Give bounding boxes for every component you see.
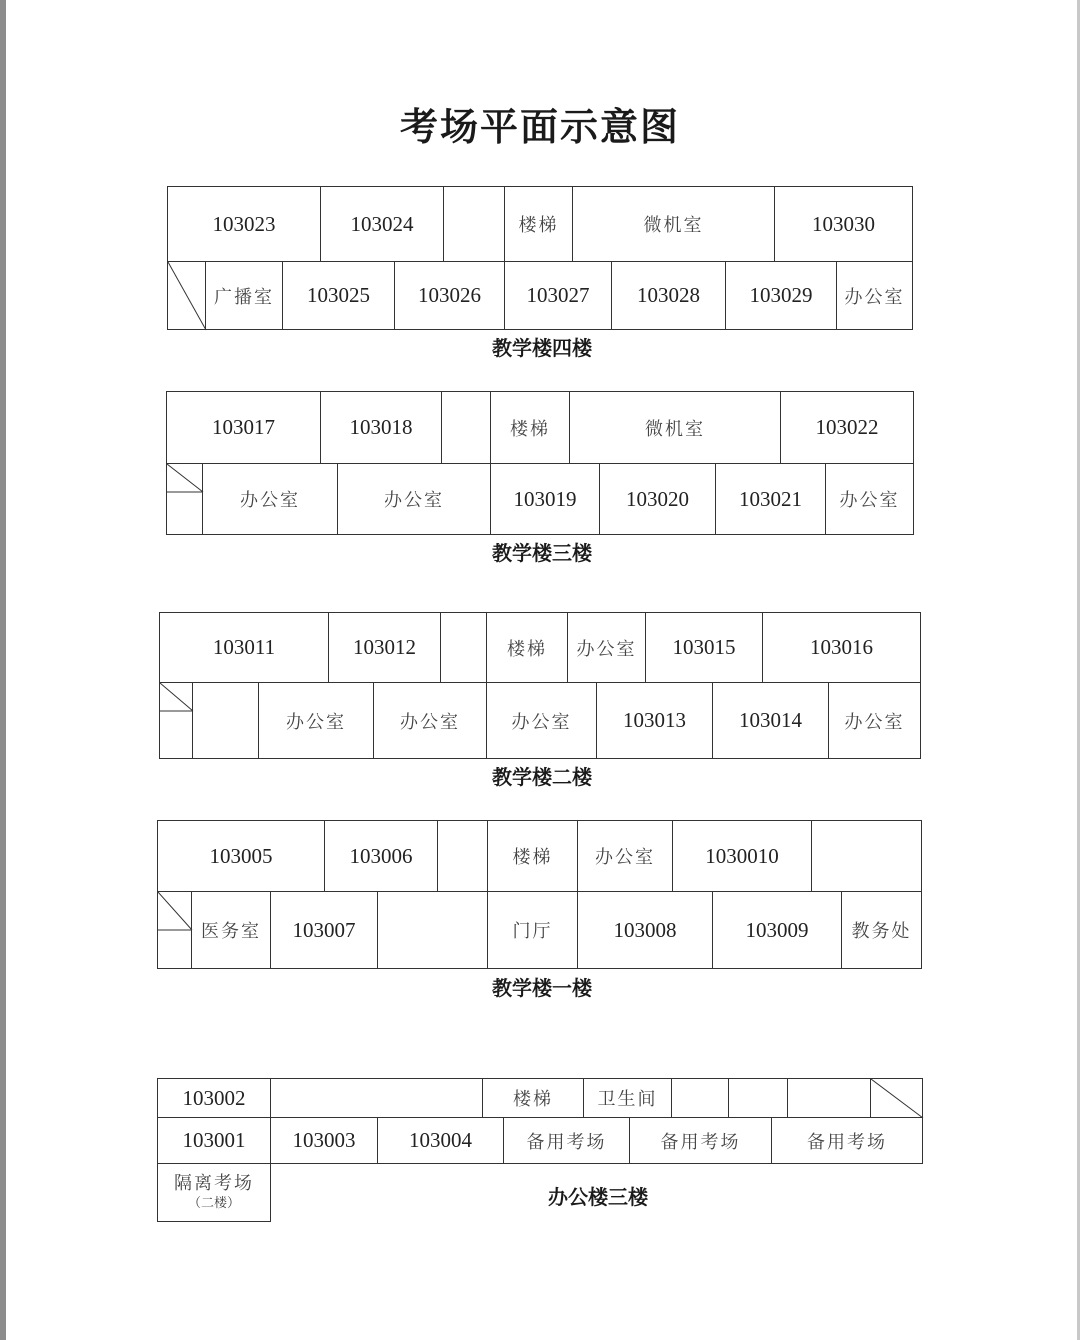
room-cell: 103005 xyxy=(157,820,325,892)
room-cell: 微机室 xyxy=(569,391,781,464)
room-cell: 103030 xyxy=(774,186,913,262)
room-cell: 办公室 xyxy=(577,820,673,892)
room-cell: 备用考场 xyxy=(771,1117,923,1164)
diagonal-line xyxy=(158,892,193,970)
floor-label: 办公楼三楼 xyxy=(548,1185,648,1209)
room-cell: 103009 xyxy=(712,891,842,969)
empty-cell xyxy=(192,682,259,759)
room-cell: 103023 xyxy=(167,186,321,262)
room-cell: 办公室 xyxy=(828,682,921,759)
empty-cell xyxy=(270,1078,483,1118)
floor-label: 教学楼二楼 xyxy=(492,765,592,789)
empty-cell xyxy=(437,820,488,892)
lobby-cell: 门厅 xyxy=(487,891,578,969)
diagonal-line xyxy=(160,683,194,760)
room-cell: 103014 xyxy=(712,682,829,759)
room-cell: 103029 xyxy=(725,261,837,330)
room-cell: 办公室 xyxy=(567,612,646,683)
room-cell: 办公室 xyxy=(825,463,914,535)
room-cell: 办公室 xyxy=(373,682,487,759)
room-cell: 103025 xyxy=(282,261,395,330)
restroom-cell: 卫生间 xyxy=(583,1078,672,1118)
room-cell: 103004 xyxy=(377,1117,504,1164)
diagonal-line xyxy=(871,1079,924,1119)
room-cell: 103016 xyxy=(762,612,921,683)
room-cell: 103022 xyxy=(780,391,914,464)
empty-cell xyxy=(728,1078,788,1118)
stairs-cell: 楼梯 xyxy=(504,186,573,262)
empty-cell xyxy=(443,186,505,262)
empty-cell xyxy=(440,612,487,683)
room-cell: 办公室 xyxy=(486,682,597,759)
room-cell: 103019 xyxy=(490,463,600,535)
isolation-room-note: （二楼） xyxy=(187,1195,240,1211)
room-cell: 1030010 xyxy=(672,820,812,892)
isolation-room-label: 隔离考场 xyxy=(174,1173,254,1195)
room-cell: 103012 xyxy=(328,612,441,683)
room-cell: 103020 xyxy=(599,463,716,535)
room-cell: 103013 xyxy=(596,682,713,759)
diagonal-line xyxy=(167,464,204,536)
room-cell: 103006 xyxy=(324,820,438,892)
diagonal-line xyxy=(168,262,207,331)
room-cell: 103001 xyxy=(157,1117,271,1164)
room-cell: 103007 xyxy=(270,891,378,969)
room-cell: 备用考场 xyxy=(629,1117,772,1164)
empty-cell xyxy=(787,1078,871,1118)
room-cell: 办公室 xyxy=(836,261,913,330)
room-cell: 103011 xyxy=(159,612,329,683)
room-cell: 办公室 xyxy=(258,682,374,759)
empty-cell xyxy=(441,391,491,464)
floor-label: 教学楼四楼 xyxy=(492,336,592,360)
room-cell: 103026 xyxy=(394,261,505,330)
room-cell: 103021 xyxy=(715,463,826,535)
stairs-cell: 楼梯 xyxy=(482,1078,584,1118)
room-cell: 103015 xyxy=(645,612,763,683)
isolation-room-cell xyxy=(157,1163,271,1222)
room-cell: 103003 xyxy=(270,1117,378,1164)
floor-label: 教学楼三楼 xyxy=(492,541,592,565)
empty-cell xyxy=(671,1078,729,1118)
page-title: 考场平面示意图 xyxy=(399,105,680,149)
room-cell: 103018 xyxy=(320,391,442,464)
room-cell: 103017 xyxy=(166,391,321,464)
room-cell: 办公室 xyxy=(202,463,338,535)
room-cell: 103008 xyxy=(577,891,713,969)
page-left-edge xyxy=(0,0,6,1340)
room-cell: 医务室 xyxy=(191,891,271,969)
empty-cell xyxy=(377,891,488,969)
stairs-cell: 楼梯 xyxy=(487,820,578,892)
room-cell: 103027 xyxy=(504,261,612,330)
room-cell: 教务处 xyxy=(841,891,922,969)
room-cell: 微机室 xyxy=(572,186,775,262)
room-cell: 103024 xyxy=(320,186,444,262)
empty-cell xyxy=(811,820,922,892)
room-cell: 103002 xyxy=(157,1078,271,1118)
stairs-cell: 楼梯 xyxy=(486,612,568,683)
room-cell: 备用考场 xyxy=(503,1117,630,1164)
room-cell: 广播室 xyxy=(205,261,283,330)
floor-label: 教学楼一楼 xyxy=(492,976,592,1000)
room-cell: 办公室 xyxy=(337,463,491,535)
room-cell: 103028 xyxy=(611,261,726,330)
stairs-cell: 楼梯 xyxy=(490,391,570,464)
